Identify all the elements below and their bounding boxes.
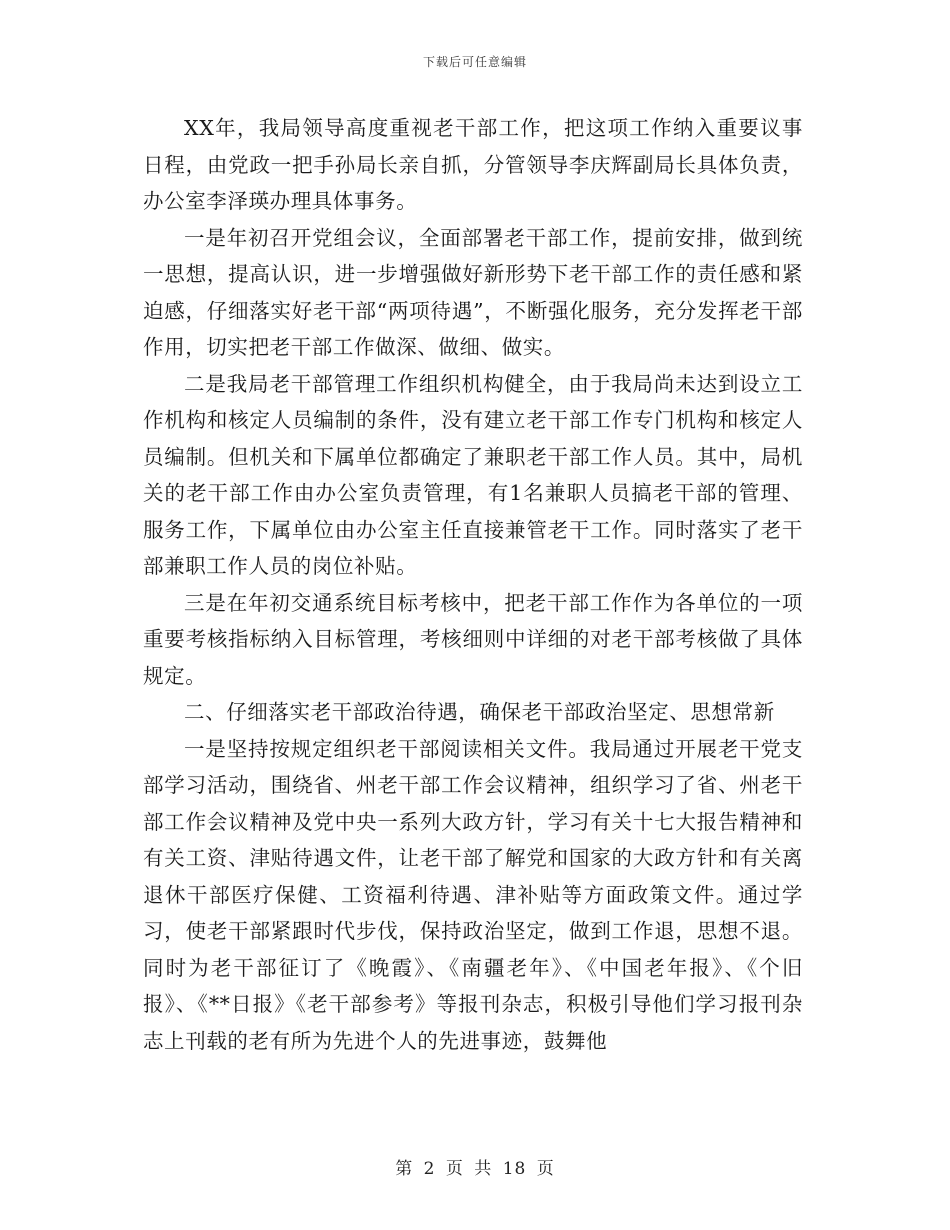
section-heading: 二、仔细落实老干部政治待遇，确保老干部政治坚定、思想常新 xyxy=(184,700,775,724)
paragraph: 二是我局老干部管理工作组织机构健全，由于我局尚未达到设立工作机构和核定人员编制的条件，没有建立老干部工作专门机构和核定人员编制。但机关和下属单位都确定了兼职老干部工作人员。其中，局机关的老干部工作由办公室负责管理，有1名兼职人员搞老干部的管理、服务工作，下属单位由办公室主任直接兼管老干工作。同时落实了老干部兼职工作人员的岗位补贴。 xyxy=(143,371,803,578)
paragraph: 三是在年初交通系统目标考核中，把老干部工作作为各单位的一项重要考核指标纳入目标管理，考核细则中详细的对老干部考核做了具体规定。 xyxy=(143,590,803,688)
paragraph: 一是坚持按规定组织老干部阅读相关文件。我局通过开展老干党支部学习活动，围绕省、州老干部工作会议精神，组织学习了省、州老干部工作会议精神及党中央一系列大政方针，学习有关十七大报告精神和有关工资、津贴待遇文件，让老干部了解党和国家的大政方针和有关离退休干部医疗保健、工资福利待遇、津补贴等方面政策文件。通过学习，使老干部紧跟时代步伐，保持政治坚定，做到工作退，思想不退。同时为老干部征订了《晚霞》、《南疆老年》、《中国老年报》、《个旧报》、《**日报》《老干部参考》等报刊杂志，积极引导他们学习报刊杂志上刊载的老有所为先进个人的先进事迹，鼓舞他 xyxy=(143,736,803,1053)
paragraph: 一是年初召开党组会议，全面部署老干部工作，提前安排，做到统一思想，提高认识，进一步增强做好新形势下老干部工作的责任感和紧迫感，仔细落实好老干部“两项待遇”，不断强化服务，充分发挥老干部作用，切实把老干部工作做深、做细、做实。 xyxy=(143,225,803,359)
paragraph: XX年，我局领导高度重视老干部工作，把这项工作纳入重要议事日程，由党政一把手孙局长亲自抓，分管领导李庆辉副局长具体负责，办公室李泽瑛办理具体事务。 xyxy=(143,116,803,213)
header-note: 下载后可任意编辑 xyxy=(422,55,527,69)
page-number: 第 2 页 共 18 页 xyxy=(395,1159,555,1179)
document-body xyxy=(143,110,803,1059)
